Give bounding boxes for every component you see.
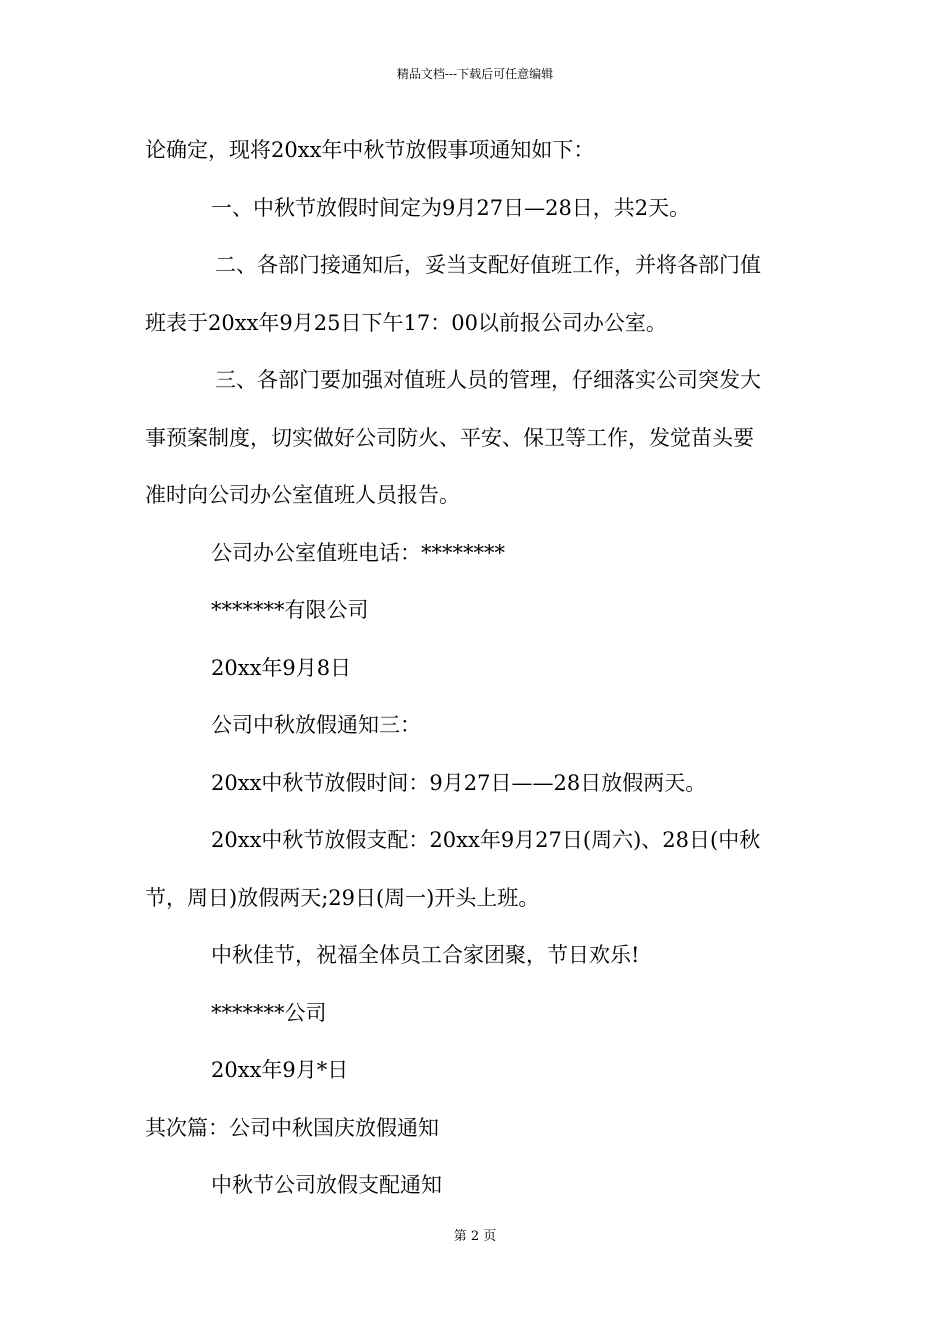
paragraph-line: 二、各部门接通知后，妥当支配好值班工作，并将各部门值 xyxy=(215,253,761,277)
paragraph-line: 公司办公室值班电话：******** xyxy=(211,540,505,565)
paragraph-line: 20xx中秋节放假支配：20xx年9月27日(周六)、28日(中秋 xyxy=(211,828,761,852)
paragraph-line: 三、各部门要加强对值班人员的管理，仔细落实公司突发大 xyxy=(215,368,761,392)
section-heading: 其次篇：公司中秋国庆放假通知 xyxy=(145,1115,439,1140)
paragraph-line: *******有限公司 xyxy=(211,598,369,622)
paragraph-line: *******公司 xyxy=(211,1000,327,1025)
paragraph-line: 事预案制度，切实做好公司防火、平安、保卫等工作，发觉苗头要 xyxy=(145,425,754,450)
paragraph-line: 中秋节公司放假支配通知 xyxy=(211,1173,442,1197)
paragraph-line: 20xx年9月8日 xyxy=(211,655,352,680)
paragraph-line: 中秋佳节，祝福全体员工合家团聚，节日欢乐! xyxy=(211,943,640,967)
paragraph-line: 20xx中秋节放假时间：9月27日——28日放假两天。 xyxy=(211,770,707,795)
paragraph-line: 20xx年9月*日 xyxy=(211,1058,349,1082)
document-body xyxy=(145,128,810,1221)
paragraph-line: 一、中秋节放假时间定为9月27日—28日，共2天。 xyxy=(211,195,691,220)
paragraph-line: 论确定，现将20xx年中秋节放假事项通知如下： xyxy=(145,138,595,162)
paragraph-line: 节，周日)放假两天;29日(周一)开头上班。 xyxy=(145,885,540,910)
page-number: 第 2 页 xyxy=(453,1229,497,1244)
page-header: 精品文档---下载后可任意编辑 xyxy=(396,67,554,81)
paragraph-line: 班表于20xx年9月25日下午17：00以前报公司办公室。 xyxy=(145,310,667,335)
paragraph-line: 公司中秋放假通知三： xyxy=(211,713,421,737)
paragraph-line: 准时向公司办公室值班人员报告。 xyxy=(145,483,460,507)
